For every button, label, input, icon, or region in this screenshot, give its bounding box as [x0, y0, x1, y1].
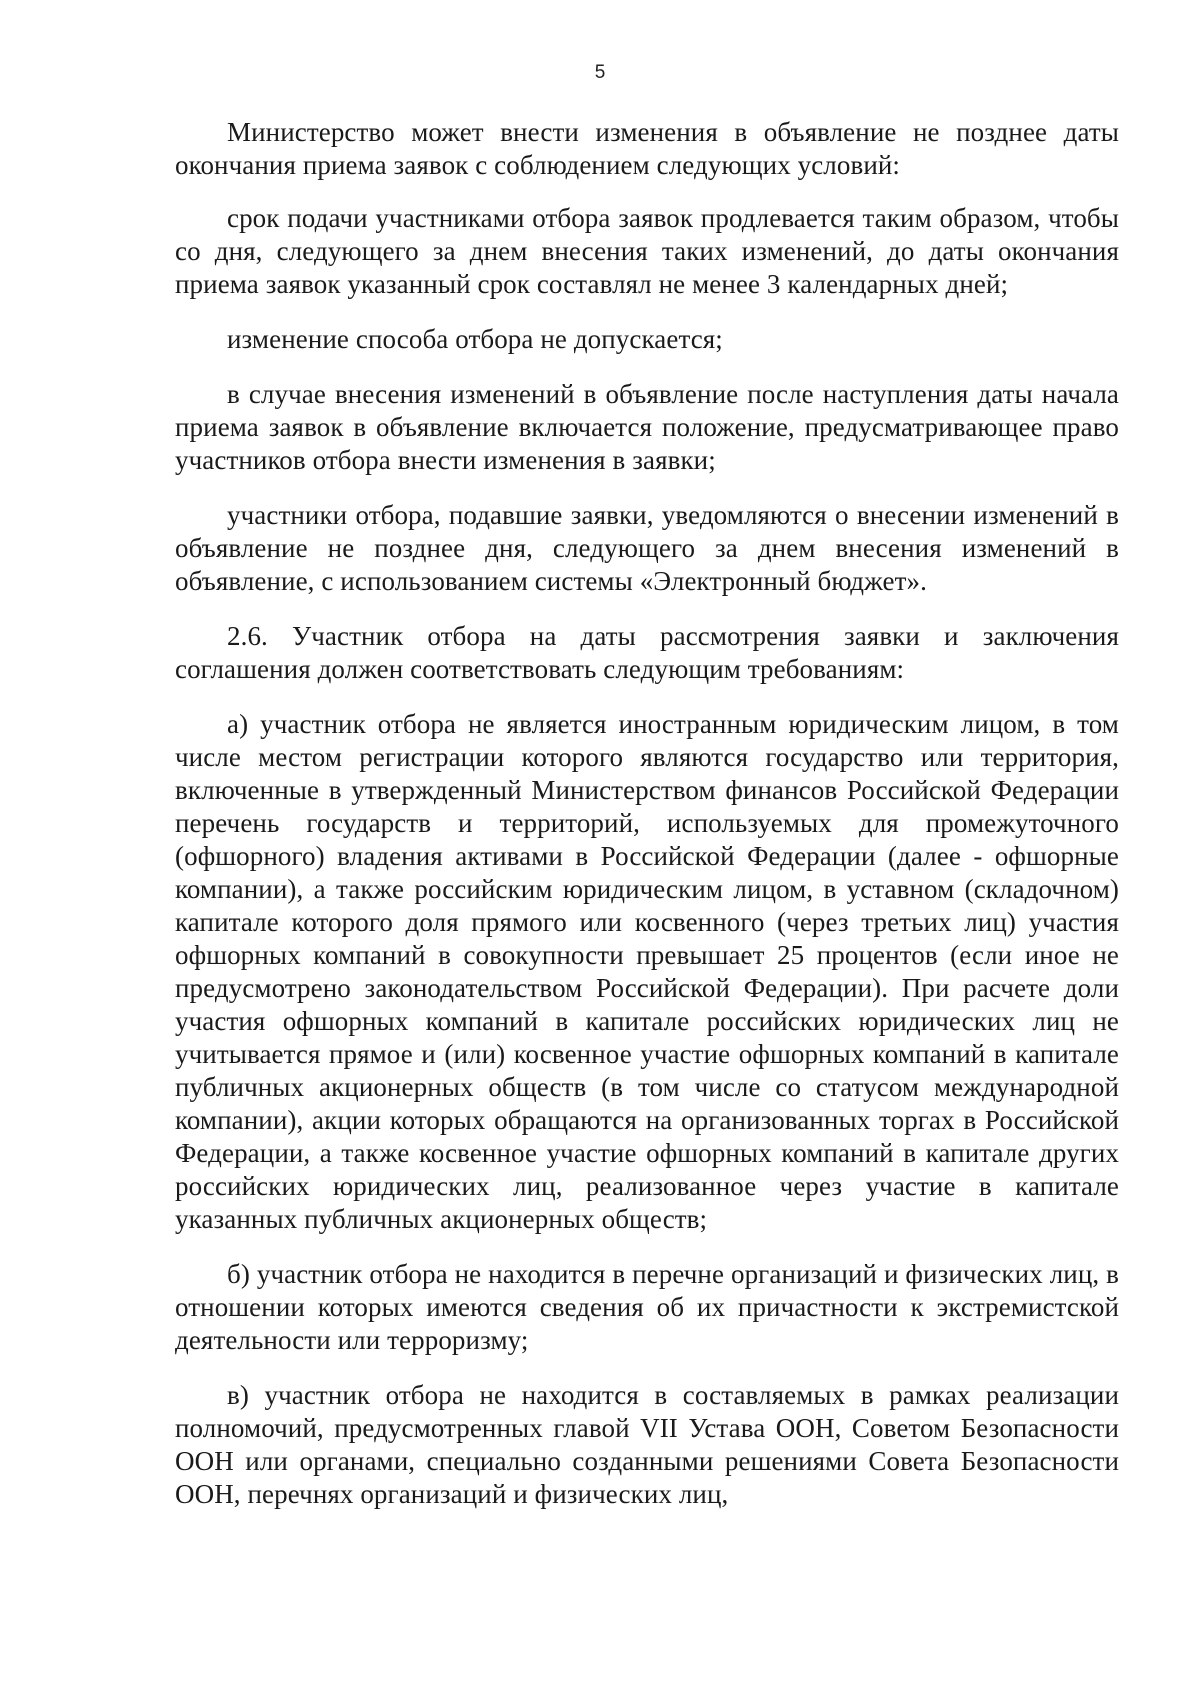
document-body	[175, 116, 1119, 1525]
paragraph-item-b: б) участник отбора не находится в перечне организаций и физических лиц, в отношении которых имеются сведения об их причастности к экстремистской деятельности или терроризму;	[175, 1259, 1119, 1355]
paragraph-application-changes: в случае внесения изменений в объявление после наступления даты начала приема заявок в объявление включается положение, предусматривающее право участников отбора внести изменения в заявки;	[175, 379, 1119, 475]
paragraph-item-v: в) участник отбора не находится в составляемых в рамках реализации полномочий, предусмотренных главой VII Устава ООН, Советом Безопасности ООН или органами, специально созданными решениями Совета Безопасности ООН, перечнях организаций и физических лиц,	[175, 1380, 1119, 1509]
paragraph-notification: участники отбора, подавшие заявки, уведомляются о внесении изменений в объявление не позднее дня, следующего за днем внесения изменений в объявление, с использованием системы «Электронный бюджет».	[175, 500, 1119, 596]
paragraph-method-change: изменение способа отбора не допускается;	[227, 324, 723, 354]
paragraph-deadline-extension: срок подачи участниками отбора заявок продлевается таким образом, чтобы со дня, следующего за днем внесения таких изменений, до даты окончания приема заявок указанный срок составлял не менее 3 календарных дней;	[175, 203, 1119, 299]
paragraph-section-2-6: 2.6. Участник отбора на даты рассмотрения заявки и заключения соглашения должен соответствовать следующим требованиям:	[175, 621, 1119, 684]
page-number: 5	[594, 62, 606, 83]
paragraph-item-a: а) участник отбора не является иностранным юридическим лицом, в том числе местом регистрации которого являются государство или территория, включенные в утвержденный Министерством финансов Российской Федерации перечень государств и территорий, используемых для промежуточного (офшорного) владения активами в Российской Федерации (далее - офшорные компании), а также российским юридическим лицом, в уставном (складочном) капитале которого доля прямого или косвенного (через третьих лиц) участия офшорных компаний в совокупности превышает 25 процентов (если иное не предусмотрено законодательством Российской Федерации). При расчете доли участия офшорных компаний в капитале российских юридических лиц не учитывается прямое и (или) косвенное участие офшорных компаний в капитале публичных акционерных обществ (в том числе со статусом международной компании), акции которых обращаются на организованных торгах в Российской Федерации, а также косвенное участие офшорных компаний в капитале других российских юридических лиц, реализованное через участие в капитале указанных публичных акционерных обществ;	[175, 709, 1119, 1234]
paragraph-intro: Министерство может внести изменения в объявление не позднее даты окончания приема заявок с соблюдением следующих условий:	[175, 117, 1119, 180]
